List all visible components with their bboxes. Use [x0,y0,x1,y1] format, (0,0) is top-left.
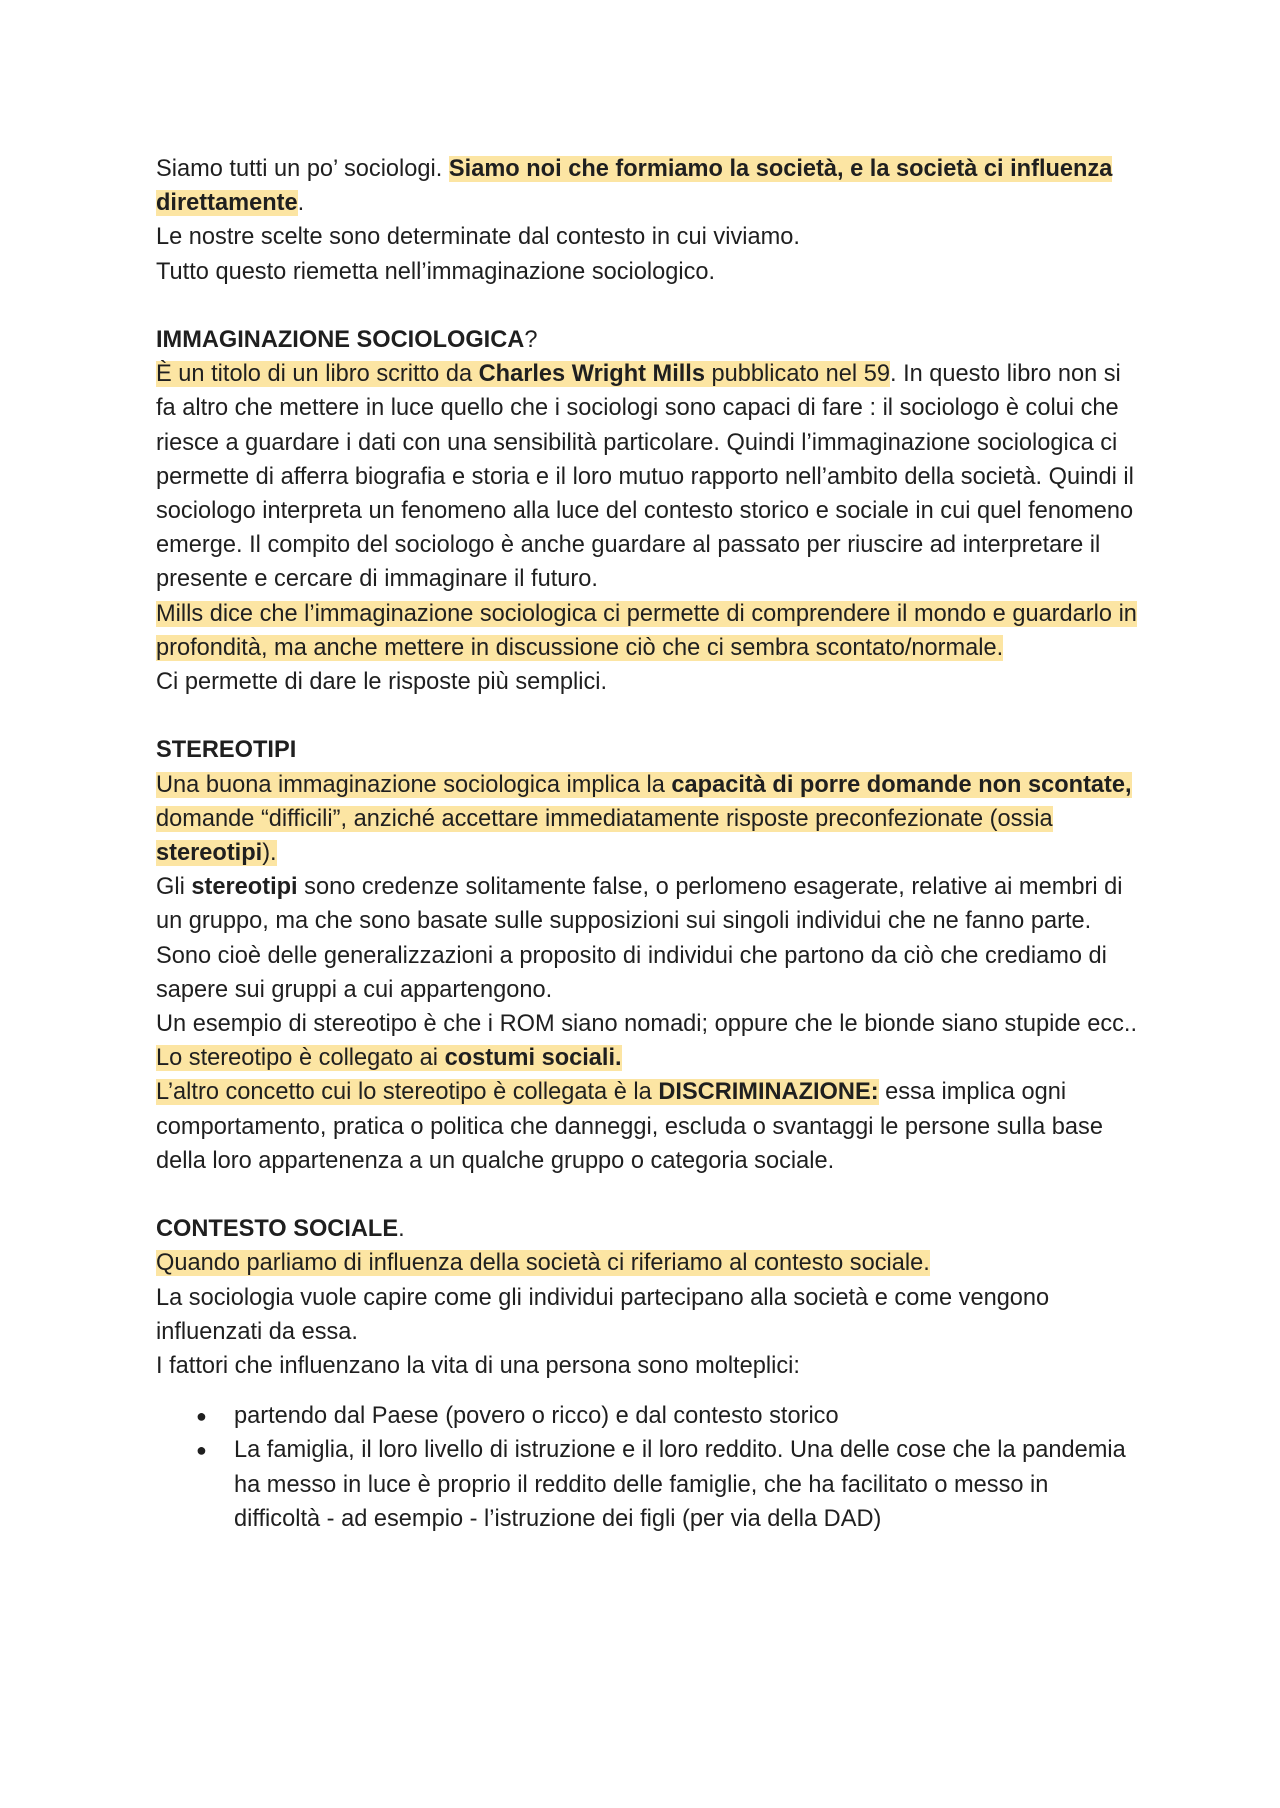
intro-paragraph-3: Tutto questo riemetta nell’immaginazione sociologico. [156,258,716,285]
highlighted-text: Mills dice che l’immaginazione sociologica ci permette di comprendere il mondo e guardarlo in profondità, ma anche mettere in discussione ciò che ci sembra scontato/normale. [156,600,1137,661]
document-page [156,152,1141,1536]
highlighted-text [156,361,890,387]
text: Gli [156,874,192,901]
text: sono credenze solitamente false, o perlomeno esagerate, relative ai membri di un gruppo, ma che sono basate sulle supposizioni sui singoli individui che ne fanno parte. Sono cioè delle generalizzazioni a proposito di individui che partono da ciò che crediamo di sapere sui gruppi a cui appartengono. [156,874,1123,1003]
intro-paragraph [156,152,1141,220]
bullet-list [156,1399,1141,1536]
text: È un titolo di un libro scritto da [156,361,479,388]
bullet-icon: ● [196,1406,207,1427]
spacer [156,699,1141,733]
contesto-paragraph-3: I fattori che influenzano la vita di una persona sono molteplici: [156,1353,800,1380]
text: Lo stereotipo è collegato ai [156,1045,445,1072]
bold-text: stereotipi [191,874,298,901]
list-item [156,1399,1141,1433]
bold-text: costumi sociali. [444,1045,622,1072]
contesto-paragraph-1 [156,1246,1141,1280]
immaginazione-paragraph-2 [156,597,1141,665]
spacer [156,1178,1141,1212]
text: . In questo libro non si fa altro che mettere in luce quello che i sociologi sono capaci di fare : il sociologo è colui che riesce a guardare i dati con una sensibilità particolare. Quindi l’immaginazione sociologica ci permette di afferra biografia e storia e il loro mutuo rapporto nell’ambito della società. Quindi il sociologo interpreta un fenomeno alla luce del contesto storico e sociale in cui quel fenomeno emerge. Il compito del sociologo è anche guardare al passato per riuscire ad interpretare il presente e cercare di immaginare il futuro. [156,361,1134,593]
list-item-text: La famiglia, il loro livello di istruzione e il loro reddito. Una delle cose che la pandemia ha messo in luce è proprio il reddito delle famiglie, che ha facilitato o messo in difficoltà - ad esempio - l’istruzione dei figli (per via della DAD) [234,1437,1126,1532]
stereotipi-paragraph-5 [156,1075,1141,1178]
spacer [156,1383,1141,1399]
bold-text: Siamo noi che formiamo la società, e la società ci influenza direttamente [156,156,1113,217]
bold-text: capacità di porre domande non scontate, [671,771,1132,798]
contesto-paragraph-2: La sociologia vuole capire come gli individui partecipano alla società e come vengono influenzati da essa. [156,1284,1050,1345]
bold-text: DISCRIMINAZIONE: [658,1079,879,1106]
stereotipi-paragraph-3: Un esempio di stereotipo è che i ROM siano nomadi; oppure che le bionde siano stupide ecc.. [156,1011,1138,1038]
stereotipi-paragraph-1 [156,768,1141,871]
stereotipi-paragraph-2 [156,870,1141,1007]
spacer [156,289,1141,323]
section-heading-contesto [156,1212,1141,1246]
heading-suffix: . [398,1216,405,1243]
list-item [156,1433,1141,1536]
immaginazione-paragraph-3: Ci permette di dare le risposte più semplici. [156,669,608,696]
text: essa implica ogni comportamento, pratica o politica che danneggi, escluda o svantaggi le persone sulla base della loro appartenenza a un qualche gruppo o categoria sociale. [156,1079,1103,1174]
intro-text-end: . [297,190,305,217]
bold-text: Charles Wright Mills [478,361,705,388]
intro-text: Siamo tutti un po’ sociologi. [156,156,449,182]
text: domande “difficili”, anziché accettare immediatamente risposte preconfezionate (ossia [156,805,1053,832]
bullet-icon: ● [196,1440,207,1461]
highlighted-text [156,1079,879,1105]
heading-text: IMMAGINAZIONE SOCIOLOGICA [156,327,525,353]
highlighted-text [156,772,1132,866]
bold-text: stereotipi [156,840,263,867]
text: Una buona immaginazione sociologica implica la [156,771,672,798]
section-heading-stereotipi: STEREOTIPI [156,737,297,764]
list-item-text: partendo dal Paese (povero o ricco) e dal contesto storico [234,1403,839,1430]
immaginazione-paragraph-1 [156,357,1141,596]
stereotipi-paragraph-4 [156,1041,1141,1075]
heading-text: CONTESTO SOCIALE [156,1216,399,1243]
highlighted-text [156,1045,622,1071]
text: ). [262,840,277,867]
heading-suffix: ? [524,327,538,353]
highlighted-text: Quando parliamo di influenza della società ci riferiamo al contesto sociale. [156,1250,930,1277]
section-heading-immaginazione [156,323,1141,357]
text: pubblicato nel 59 [705,361,890,388]
text: L’altro concetto cui lo stereotipo è collegata è la [156,1079,659,1106]
intro-paragraph-2: Le nostre scelte sono determinate dal contesto in cui viviamo. [156,224,800,251]
